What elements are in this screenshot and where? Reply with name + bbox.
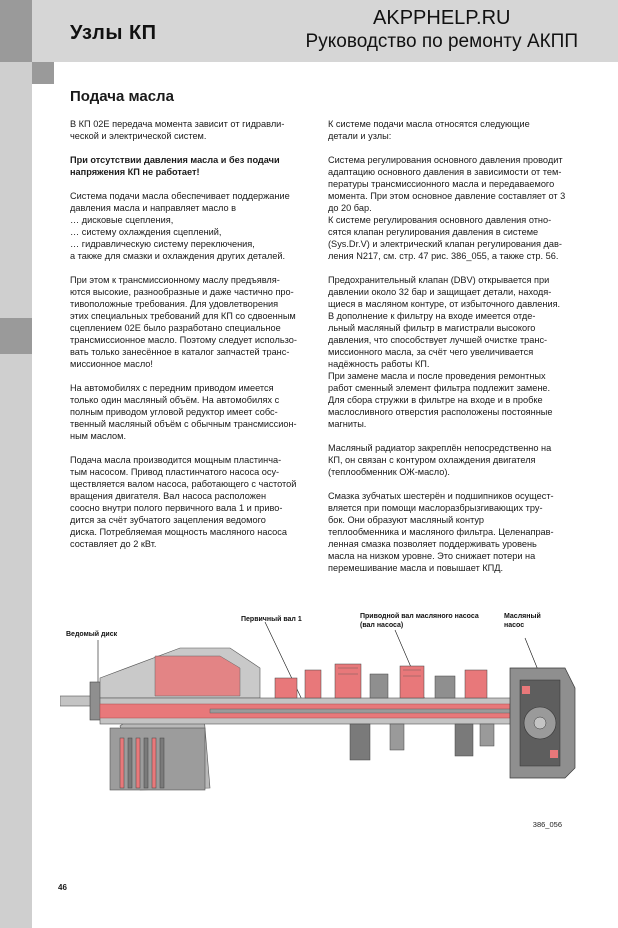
- paragraph: На автомобилях с передним приводом имеется только один масляный объём. На автомобилях с полным приводом угловой редуктор имеет собс- твенный масляный объём с обычным трансмиссион- ным маслом.: [70, 383, 297, 441]
- sidebar-block-mid: [0, 318, 32, 354]
- transmission-cutaway-figure: [60, 608, 580, 833]
- paragraph: Подача масла производится мощным пластинча- тым насосом. Привод пластинчатого насоса осу- ществляется валом насоса, работающего с частотой вращения двигателя. Вал насоса расположен соосно внутри полого первичного вала 1 и приво- дится за счёт зубчатого зацепления ведомого диска. Потребляемая мощность масляного насоса составляет до 2 кВт.: [70, 455, 297, 549]
- paragraph: Система подачи масла обеспечивает поддержание давления масла и направляет масло в … дисковые сцепления, … систему охлаждения сцеплений, … гидравлическую систему переключения, а также для смазки и охлаждения других деталей.: [70, 191, 290, 261]
- paragraph: Масляный радиатор закреплён непосредственно на КП, он связан с контуром охлаждения двигателя (теплообменник ОЖ-масло).: [328, 443, 552, 477]
- label-oil-pump: Масляный насос: [504, 613, 541, 629]
- site-name: AKPPHELP.RU: [373, 7, 511, 29]
- paragraph: Предохранительный клапан (DBV) открывается при давлении около 32 бар и защищает детали, находя- щиеся в масляном контуре, от избыточного давления. В дополнение к фильтру на входе имеется отде- льный масляный фильтр в магистрали высокого давления, что способствует лучшей очистке транс- миссионного масла, за счёт чего увеличивается надёжность работы КП. При замене масла и после проведения ремонтных работ сменный элемент фильтра подлежит замене. Для сбора стружки в фильтре на входе и в пробке маслосливного отверстия расположены постоянные магниты.: [328, 275, 561, 429]
- section-title: Узлы КП: [70, 22, 157, 44]
- sidebar-strip: [0, 0, 32, 928]
- label-driven-disc: Ведомый диск: [66, 631, 118, 638]
- paragraph: К системе подачи масла относятся следующие детали и узлы:: [328, 119, 530, 141]
- paragraph: В КП 02E передача момента зависит от гидравли- ческой и электрической систем.: [70, 119, 285, 141]
- label-pump-drive-shaft: Приводной вал масляного насоса (вал насоса): [360, 613, 479, 629]
- site-subtitle: Руководство по ремонту АКПП: [305, 31, 578, 52]
- paragraph: Система регулирования основного давления проводит адаптацию основного давления в зависимости от тем- пературы трансмиссионного масла и передаваемого момента. При этом основное давление составляет от 3 до 20 бар. К системе регулирования основного давления отно- сятся клапан регулирования давления в системе (Sys.Dr.V) и электрический клапан регулирования дав- ления N217, см. стр. 47 рис. 386_055, а также стр. 56.: [328, 155, 566, 261]
- paragraph: Смазка зубчатых шестерён и подшипников осущест- вляется при помощи маслоразбрызгивающих тру- бок. Они образуют масляный контур теплообменника и масляного фильтра. Целенаправ- ленная смазка позволяет поддерживать уровень масла на низком уровне. Это снижает потери на перемешивание масла и повышает КПД.: [328, 491, 554, 573]
- warning-paragraph: При отсутствии давления масла и без подачи напряжения КП не работает!: [70, 155, 280, 177]
- corner-square: [32, 62, 54, 84]
- figure-code: 386_056: [532, 820, 562, 829]
- paragraph: При этом к трансмиссионному маслу предъявля- ются высокие, разнообразные и даже частично про- тивоположные требования. Для удовлетворения этих специальных требований для КП со сдвоенным сцеплением 02E было разработано специальное трансмиссионное масло. Поэтому следует использо- вать только занесённое в каталог запчастей транс- миссионное масло!: [70, 275, 297, 369]
- sidebar-block-top: [0, 0, 32, 62]
- left-column: [70, 118, 302, 562]
- right-column: [328, 118, 568, 586]
- label-input-shaft: Первичный вал 1: [241, 616, 302, 623]
- brand-block: [306, 6, 578, 54]
- page-number: 46: [58, 883, 67, 892]
- page-heading: Подача масла: [70, 88, 174, 105]
